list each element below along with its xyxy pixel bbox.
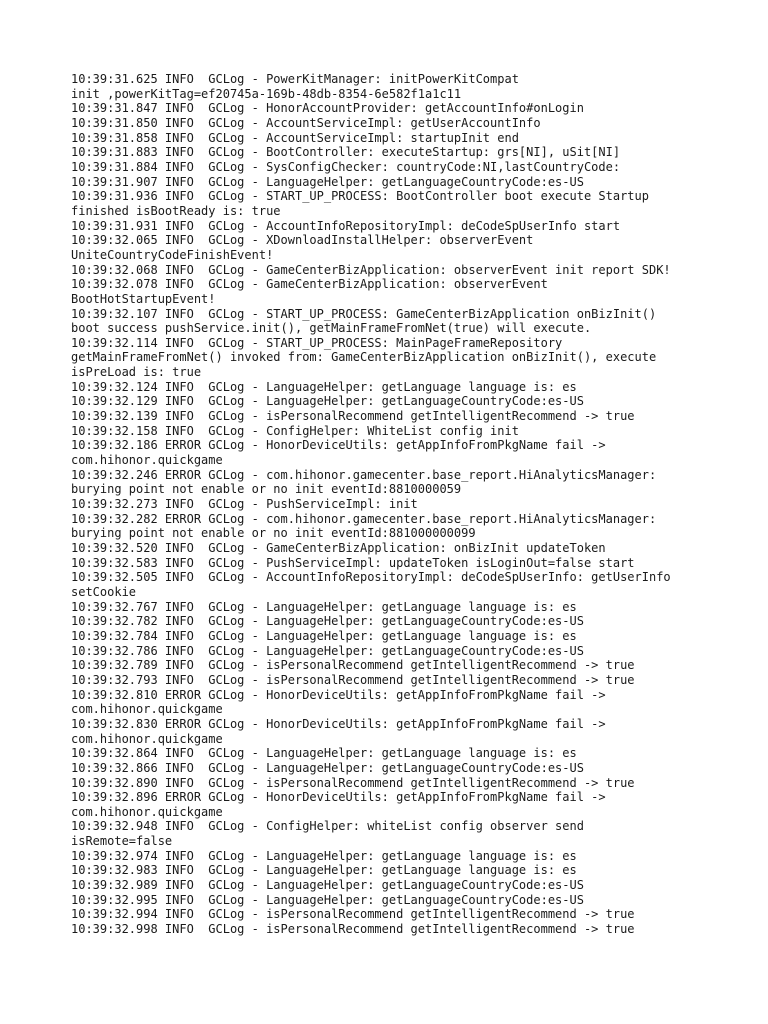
log-line: 10:39:32.998 INFO GCLog - isPersonalRecommend getIntelligentRecommend -> true [71,922,635,937]
log-line: 10:39:32.866 INFO GCLog - LanguageHelper: getLanguageCountryCode:es-US [71,760,584,775]
log-line: burying point not enable or no init eventId:881000000099 [71,526,476,541]
log-line: 10:39:32.896 ERROR GCLog - HonorDeviceUtils: getAppInfoFromPkgName fail -> [71,790,606,805]
log-line: 10:39:32.124 INFO GCLog - LanguageHelper: getLanguage language is: es [71,379,577,394]
log-line: 10:39:32.784 INFO GCLog - LanguageHelper: getLanguage language is: es [71,628,577,643]
log-line: 10:39:32.078 INFO GCLog - GameCenterBizApplication: observerEvent [71,277,548,292]
log-line: finished isBootReady is: true [71,203,281,218]
log-line: 10:39:32.789 INFO GCLog - isPersonalRecommend getIntelligentRecommend -> true [71,658,635,673]
log-line: 10:39:32.983 INFO GCLog - LanguageHelper: getLanguage language is: es [71,863,577,878]
log-line: com.hihonor.quickgame [71,731,223,746]
log-line: 10:39:32.505 INFO GCLog - AccountInfoRepositoryImpl: deCodeSpUserInfo: getUserInfo [71,570,671,585]
log-line: 10:39:31.883 INFO GCLog - BootController: executeStartup: grs[NI], uSit[NI] [71,145,621,160]
log-line: UniteCountryCodeFinishEvent! [71,247,274,262]
log-line: 10:39:31.936 INFO GCLog - START_UP_PROCESS: BootController boot execute Startup [71,189,649,204]
log-line: 10:39:32.065 INFO GCLog - XDownloadInstallHelper: observerEvent [71,233,534,248]
log-line: setCookie [71,584,137,599]
log-line: 10:39:32.830 ERROR GCLog - HonorDeviceUtils: getAppInfoFromPkgName fail -> [71,716,606,731]
log-line: isRemote=false [71,834,173,849]
log-line: 10:39:32.864 INFO GCLog - LanguageHelper: getLanguage language is: es [71,746,577,761]
log-line: 10:39:31.625 INFO GCLog - PowerKitManager: initPowerKitCompat [71,72,519,86]
log-line: 10:39:31.931 INFO GCLog - AccountInfoRepositoryImpl: deCodeSpUserInfo start [71,218,621,233]
log-line: 10:39:32.989 INFO GCLog - LanguageHelper: getLanguageCountryCode:es-US [71,878,584,893]
log-line: 10:39:31.850 INFO GCLog - AccountServiceImpl: getUserAccountInfo [71,115,541,130]
log-line: 10:39:32.068 INFO GCLog - GameCenterBizApplication: observerEvent init report SDK! [71,262,671,277]
log-line: 10:39:32.139 INFO GCLog - isPersonalRecommend getIntelligentRecommend -> true [71,409,635,424]
log-line: 10:39:32.114 INFO GCLog - START_UP_PROCESS: MainPageFrameRepository [71,335,563,350]
log-line: 10:39:31.858 INFO GCLog - AccountServiceImpl: startupInit end [71,130,519,145]
log-document [71,72,711,937]
log-line: 10:39:31.847 INFO GCLog - HonorAccountProvider: getAccountInfo#onLogin [71,101,584,116]
log-line: 10:39:32.793 INFO GCLog - isPersonalRecommend getIntelligentRecommend -> true [71,672,635,687]
log-line: 10:39:32.782 INFO GCLog - LanguageHelper: getLanguageCountryCode:es-US [71,614,584,629]
log-line: getMainFrameFromNet() invoked from: GameCenterBizApplication onBizInit(), execute [71,350,657,365]
log-line: burying point not enable or no init eventId:8810000059 [71,482,462,497]
log-line: 10:39:32.282 ERROR GCLog - com.hihonor.gamecenter.base_report.HiAnalyticsManager: [71,511,657,526]
log-line: 10:39:32.158 INFO GCLog - ConfigHelper: WhiteList config init [71,423,519,438]
log-line: 10:39:32.994 INFO GCLog - isPersonalRecommend getIntelligentRecommend -> true [71,907,635,922]
log-line: 10:39:32.974 INFO GCLog - LanguageHelper: getLanguage language is: es [71,848,577,863]
log-line: 10:39:31.907 INFO GCLog - LanguageHelper: getLanguageCountryCode:es-US [71,174,584,189]
log-line: isPreLoad is: true [71,365,202,380]
log-line: 10:39:32.948 INFO GCLog - ConfigHelper: whiteList config observer send [71,819,584,834]
log-line: 10:39:32.767 INFO GCLog - LanguageHelper: getLanguage language is: es [71,599,577,614]
log-line: 10:39:32.107 INFO GCLog - START_UP_PROCESS: GameCenterBizApplication onBizInit() [71,306,657,321]
log-line: com.hihonor.quickgame [71,453,223,468]
log-line: 10:39:32.583 INFO GCLog - PushServiceImpl: updateToken isLoginOut=false start [71,555,635,570]
log-line: 10:39:32.786 INFO GCLog - LanguageHelper: getLanguageCountryCode:es-US [71,643,584,658]
log-line: boot success pushService.init(), getMainFrameFromNet(true) will execute. [71,321,592,336]
log-line: 10:39:32.995 INFO GCLog - LanguageHelper: getLanguageCountryCode:es-US [71,892,584,907]
log-line: init ,powerKitTag=ef20745a-169b-48db-8354-6e582f1a1c11 [71,86,462,101]
log-line: com.hihonor.quickgame [71,702,223,717]
log-line: 10:39:32.890 INFO GCLog - isPersonalRecommend getIntelligentRecommend -> true [71,775,635,790]
log-line: 10:39:32.273 INFO GCLog - PushServiceImpl: init [71,497,418,512]
log-line: BootHotStartupEvent! [71,291,216,306]
log-line: 10:39:32.186 ERROR GCLog - HonorDeviceUtils: getAppInfoFromPkgName fail -> [71,438,606,453]
log-line: 10:39:32.520 INFO GCLog - GameCenterBizApplication: onBizInit updateToken [71,541,606,555]
log-line: com.hihonor.quickgame [71,804,223,819]
log-line: 10:39:32.246 ERROR GCLog - com.hihonor.gamecenter.base_report.HiAnalyticsManager: [71,467,657,482]
log-line: 10:39:32.129 INFO GCLog - LanguageHelper: getLanguageCountryCode:es-US [71,394,584,409]
log-line: 10:39:31.884 INFO GCLog - SysConfigChecker: countryCode:NI,lastCountryCode: [71,159,621,174]
log-line: 10:39:32.810 ERROR GCLog - HonorDeviceUtils: getAppInfoFromPkgName fail -> [71,687,606,702]
